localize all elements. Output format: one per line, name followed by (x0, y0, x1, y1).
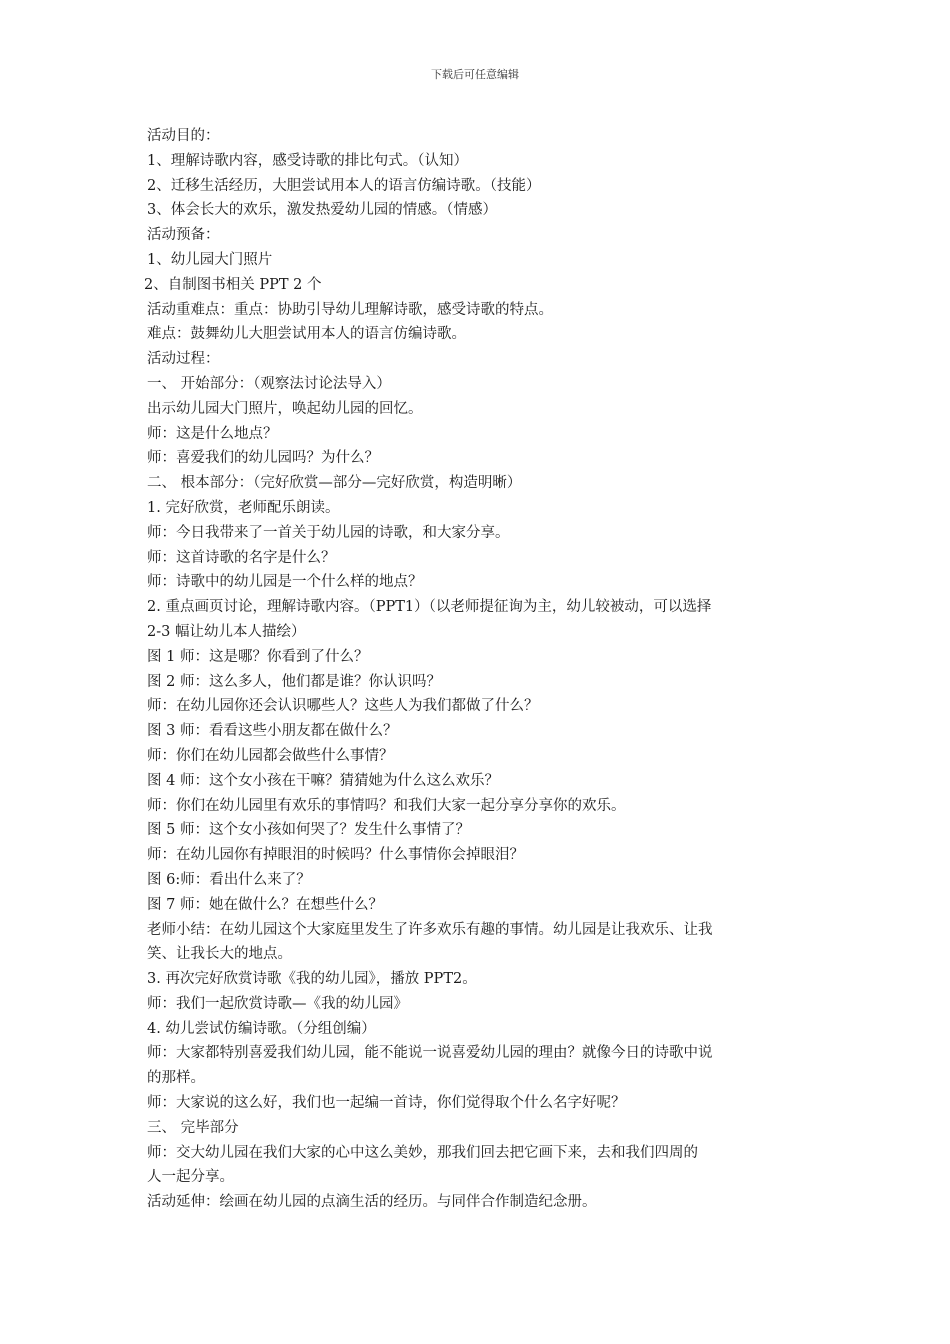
text-line: 3、体会长大的欢乐，激发热爱幼儿园的情感。（情感） (147, 202, 497, 219)
text-line: 笑、让我长大的地点。 (147, 946, 292, 963)
text-line: 师：大家都特别喜爱我们幼儿园，能不能说一说喜爱幼儿园的理由？就像今日的诗歌中说 (147, 1045, 713, 1062)
text-line: 3. 再次完好欣赏诗歌《我的幼儿园》，播放 PPT2。 (147, 971, 477, 988)
text-line: 出示幼儿园大门照片，唤起幼儿园的回忆。 (147, 400, 423, 417)
text-line: 师：你们在幼儿园里有欢乐的事情吗？和我们大家一起分享分享你的欢乐。 (147, 797, 626, 814)
text-line: 师：大家说的这么好，我们也一起编一首诗，你们觉得取个什么名字好呢？ (147, 1095, 626, 1112)
text-line: 师：我们一起欣赏诗歌—《我的幼儿园》 (147, 995, 408, 1012)
text-line: 图 6:师：看出什么来了？ (147, 871, 311, 888)
text-line: 2、自制图书相关 PPT 2 个 (144, 276, 322, 293)
text-line: 的那样。 (147, 1070, 205, 1087)
text-line: 1. 完好欣赏，老师配乐朗读。 (147, 499, 340, 516)
text-line: 人一起分享。 (147, 1169, 234, 1186)
text-line: 难点：鼓舞幼儿大胆尝试用本人的语言仿编诗歌。 (147, 326, 466, 343)
text-line: 活动重难点：重点：协助引导幼儿理解诗歌，感受诗歌的特点。 (147, 301, 553, 318)
text-line: 老师小结：在幼儿园这个大家庭里发生了许多欢乐有趣的事情。幼儿园是让我欢乐、让我 (147, 921, 713, 938)
text-line: 1、幼儿园大门照片 (147, 251, 273, 268)
text-line: 师：你们在幼儿园都会做些什么事情？ (147, 747, 394, 764)
text-line: 师：这是什么地点？ (147, 425, 278, 442)
text-line: 2-3 幅让幼儿本人描绘） (147, 623, 306, 640)
text-line: 一、 开始部分：（观察法讨论法导入） (147, 375, 391, 392)
text-line: 师：这首诗歌的名字是什么？ (147, 549, 336, 566)
text-line: 图 2 师：这么多人，他们都是谁？你认识吗？ (147, 673, 441, 690)
text-line: 图 7 师：她在做什么？在想些什么？ (147, 896, 383, 913)
text-line: 活动预备： (147, 227, 220, 244)
text-line: 4. 幼儿尝试仿编诗歌。（分组创编） (147, 1020, 376, 1037)
text-line: 活动过程： (147, 351, 220, 368)
text-line: 图 3 师：看看这些小朋友都在做什么？ (147, 723, 398, 740)
text-line: 师：喜爱我们的幼儿园吗？为什么？ (147, 450, 379, 467)
text-line: 活动目的： (147, 128, 220, 144)
page-header: 下载后可任意编辑 (431, 68, 519, 81)
text-line: 二、 根本部分：（完好欣赏—部分—完好欣赏，构造明晰） (147, 475, 522, 492)
text-line: 师：在幼儿园你还会认识哪些人？这些人为我们都做了什么？ (147, 698, 539, 715)
text-line: 活动延伸：绘画在幼儿园的点滴生活的经历。与同伴合作制造纪念册。 (147, 1194, 597, 1211)
text-line: 三、 完毕部分 (147, 1119, 239, 1136)
text-line: 师：诗歌中的幼儿园是一个什么样的地点？ (147, 574, 423, 591)
text-line: 图 4 师：这个女小孩在干嘛？猜猜她为什么这么欢乐？ (147, 772, 499, 789)
text-line: 师：今日我带来了一首关于幼儿园的诗歌，和大家分享。 (147, 524, 510, 541)
text-line: 师：交大幼儿园在我们大家的心中这么美妙，那我们回去把它画下来，去和我们四周的 (147, 1144, 698, 1161)
text-line: 2、迁移生活经历，大胆尝试用本人的语言仿编诗歌。（技能） (147, 177, 541, 194)
text-line: 图 5 师：这个女小孩如何哭了？发生什么事情了？ (147, 822, 470, 839)
text-line: 2. 重点画页讨论，理解诗歌内容。（PPT1）（以老师提征询为主，幼儿较被动，可以选择 (147, 599, 712, 616)
text-line: 1、理解诗歌内容，感受诗歌的排比句式。（认知） (147, 152, 468, 169)
text-line: 师：在幼儿园你有掉眼泪的时候吗？什么事情你会掉眼泪？ (147, 847, 524, 864)
document-body (144, 124, 812, 1215)
text-line: 图 1 师：这是哪？你看到了什么？ (147, 648, 369, 665)
